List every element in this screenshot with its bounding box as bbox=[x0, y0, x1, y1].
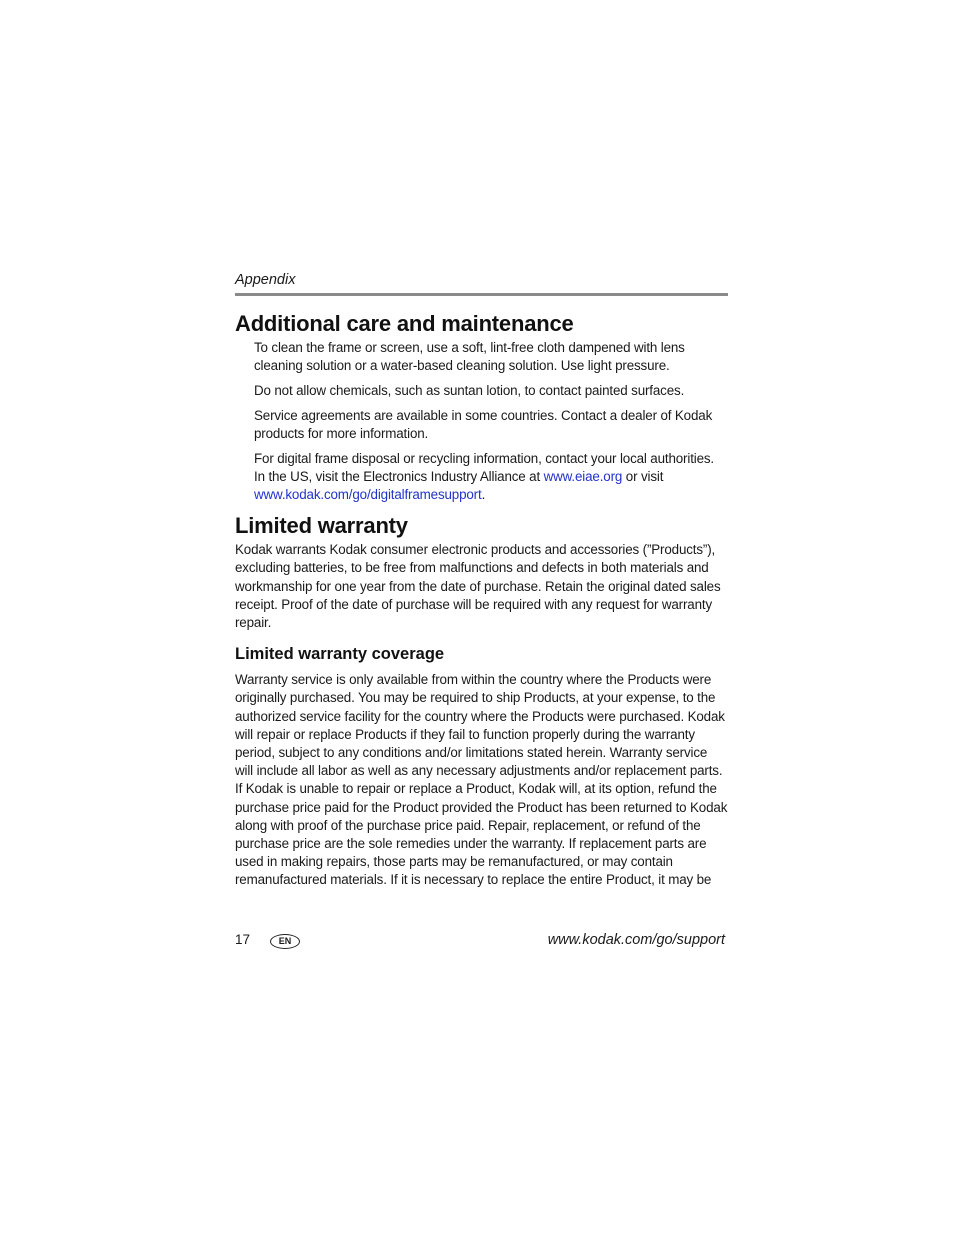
care-paragraph-2: Do not allow chemicals, such as suntan lotion, to contact painted surfaces. bbox=[254, 382, 685, 398]
care-paragraph-1: To clean the frame or screen, use a soft, lint-free cloth dampened with lens cleaning solution or a water-based cleaning solution. Use light pressure. bbox=[254, 340, 685, 374]
care-heading: Additional care and maintenance bbox=[235, 311, 574, 336]
warranty-heading: Limited warranty bbox=[235, 513, 408, 539]
coverage-heading: Limited warranty coverage bbox=[235, 645, 445, 664]
care-paragraph-4 bbox=[254, 450, 728, 505]
page-content bbox=[235, 269, 728, 890]
care-paragraph-4-prefix: For digital frame disposal or recycling information, contact your local authorities. In the US, visit the Electronics Industry Alliance at bbox=[254, 450, 715, 484]
eiae-link[interactable]: www.eiae.org bbox=[543, 468, 623, 484]
care-paragraph-3: Service agreements are available in some countries. Contact a dealer of Kodak products for more information. bbox=[254, 407, 713, 441]
page-number: 17 bbox=[235, 932, 251, 947]
care-paragraph-4-middle: or visit bbox=[622, 468, 664, 484]
digitalframesupport-link[interactable]: www.kodak.com/go/digitalframesupport bbox=[254, 486, 482, 502]
care-paragraphs bbox=[235, 339, 728, 504]
language-badge: EN bbox=[270, 934, 300, 949]
coverage-paragraph: Warranty service is only available from within the country where the Products were originally purchased. You may be required to ship Products, at your expense, to the authorized service facility for the country where the Products were purchased. Kodak will repair or replace Products if they fail to function properly during the warranty period, subject to any conditions and/or limitations stated herein. Warranty service will include all labor as well as any necessary adjustments and/or replacement parts. If Kodak is unable to repair or replace a Product, Kodak will, at its option, refund the purchase price paid for the Product provided the Product has been returned to Kodak along with proof of the purchase price paid. Repair, replacement, or refund of the purchase price are the sole remedies under the warranty. If replacement parts are used in making repairs, those parts may be remanufactured, or may contain remanufactured materials. If it is necessary to replace the entire Product, it may be bbox=[235, 672, 728, 888]
page-footer bbox=[235, 930, 725, 954]
running-head: Appendix bbox=[235, 272, 296, 288]
warranty-paragraph: Kodak warrants Kodak consumer electronic products and accessories (”Products”), excluding batteries, to be free from malfunctions and defects in both materials and workmanship for one year from the date of purchase. Retain the original dated sales receipt. Proof of the date of purchase will be required with any request for warranty repair. bbox=[235, 542, 721, 630]
footer-url: www.kodak.com/go/support bbox=[547, 932, 725, 948]
header-rule bbox=[235, 293, 728, 296]
care-paragraph-4-suffix: . bbox=[481, 486, 486, 502]
